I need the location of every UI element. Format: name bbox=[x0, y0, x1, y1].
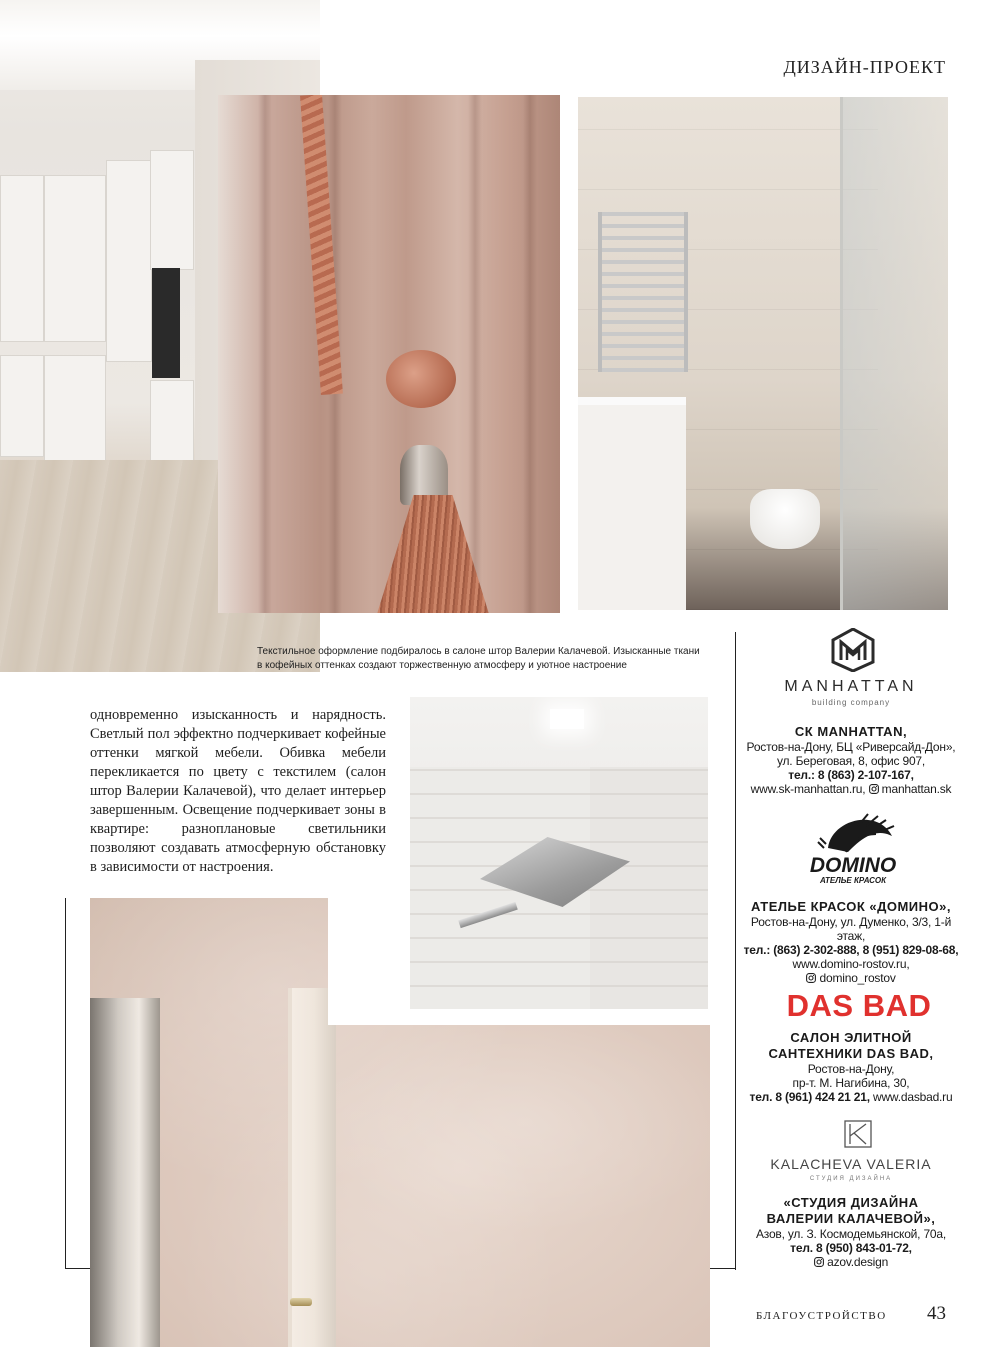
dasbad-address-1: Ростов-на-Дону, bbox=[807, 1062, 895, 1076]
manhattan-logo-subtitle: building company bbox=[811, 698, 891, 707]
divider-line bbox=[65, 1268, 90, 1269]
dasbad-title-1: САЛОН ЭЛИТНОЙ bbox=[790, 1030, 912, 1045]
domino-phone: тел.: (863) 2-302-888, 8 (951) 829-08-68, bbox=[743, 943, 959, 957]
manhattan-address-1: Ростов-на-Дону, БЦ «Риверсайд-Дон», bbox=[746, 740, 956, 754]
manhattan-m-icon bbox=[831, 628, 875, 672]
dasbad-phone: тел. 8 (961) 424 21 21, bbox=[749, 1090, 870, 1104]
kalacheva-contact-block bbox=[740, 1195, 962, 1269]
bathroom-photo bbox=[578, 97, 948, 610]
manhattan-website-link[interactable]: www.sk-manhattan.ru, bbox=[750, 782, 866, 796]
kalacheva-k-icon bbox=[844, 1120, 872, 1148]
manhattan-instagram-link[interactable]: manhattan.sk bbox=[881, 782, 952, 796]
domino-instagram-link[interactable]: domino_rostov bbox=[819, 971, 896, 985]
divider-line bbox=[65, 898, 66, 1268]
curtain-tassel-photo bbox=[218, 95, 560, 613]
divider-line bbox=[710, 1268, 736, 1269]
kalacheva-phone: тел. 8 (950) 843-01-72, bbox=[790, 1241, 912, 1255]
domino-logo-subtitle: АТЕЛЬЕ КРАСОК bbox=[819, 876, 887, 884]
section-title: ДИЗАЙН-ПРОЕКТ bbox=[783, 57, 946, 77]
kalacheva-title-2: ВАЛЕРИИ КАЛАЧЕВОЙ», bbox=[766, 1211, 936, 1226]
manhattan-logo-text: MANHATTAN bbox=[784, 678, 918, 695]
footer-section-label: БЛАГОУСТРОЙСТВО bbox=[756, 1310, 887, 1322]
manhattan-title: СК MANHATTAN, bbox=[794, 724, 908, 739]
dasbad-title-2: САНТЕХНИКИ DAS BAD, bbox=[768, 1046, 934, 1061]
shower-photo bbox=[410, 697, 708, 1009]
kalacheva-logo-subtitle: СТУДИЯ ДИЗАЙНА bbox=[809, 1176, 893, 1182]
dasbad-address-2: пр-т. М. Нагибина, 30, bbox=[792, 1076, 910, 1090]
dasbad-website-link[interactable]: www.dasbad.ru bbox=[873, 1090, 953, 1104]
domino-contact-block bbox=[740, 899, 962, 985]
kalacheva-address: Азов, ул. З. Космодемьянской, 70а, bbox=[755, 1227, 947, 1241]
kalacheva-instagram-link[interactable]: azov.design bbox=[827, 1255, 889, 1269]
domino-logo-text: DOMINO bbox=[809, 854, 897, 877]
instagram-icon bbox=[806, 973, 816, 983]
manhattan-contact-block bbox=[740, 724, 962, 796]
article-body-text: одновременно изысканность и нарядность. Светлый пол эффектно подчеркивает кофейные оттенки мягкой мебели. Обивка мебели перекликается по цвету с текстилем (салон штор Валерии Калачевой), что делает интерьер завершенным. Освещение подчеркивает зоны в квартире: разноплановые светильники позволяют создавать атмосферную обстановку в зависимости от настроения. bbox=[90, 707, 386, 875]
kalacheva-logo-text: KALACHEVA VALERIA bbox=[770, 1156, 932, 1172]
kalacheva-title-1: «СТУДИЯ ДИЗАЙНА bbox=[783, 1195, 919, 1210]
domino-title: АТЕЛЬЕ КРАСОК «ДОМИНО», bbox=[751, 899, 951, 914]
domino-website-link[interactable]: www.domino-rostov.ru, bbox=[792, 957, 910, 971]
dasbad-logo: DAS BAD bbox=[786, 988, 932, 1023]
instagram-icon bbox=[869, 784, 879, 794]
photo-caption: Текстильное оформление подбиралось в салоне штор Валерии Калачевой. Изысканные ткани в кофейных оттенках создают торжественную атмосферу и уютное настроение bbox=[257, 646, 700, 671]
instagram-icon bbox=[814, 1257, 824, 1267]
dasbad-contact-block bbox=[740, 1030, 962, 1104]
page-number: 43 bbox=[927, 1303, 946, 1324]
domino-address: Ростов-на-Дону, ул. Думенко, 3/3, 1-й этаж, bbox=[750, 915, 952, 943]
domino-horse-icon bbox=[788, 812, 918, 884]
manhattan-phone: тел.: 8 (863) 2-107-167, bbox=[788, 768, 914, 782]
manhattan-address-2: ул. Береговая, 8, офис 907, bbox=[776, 754, 926, 768]
divider-line bbox=[735, 632, 736, 1270]
